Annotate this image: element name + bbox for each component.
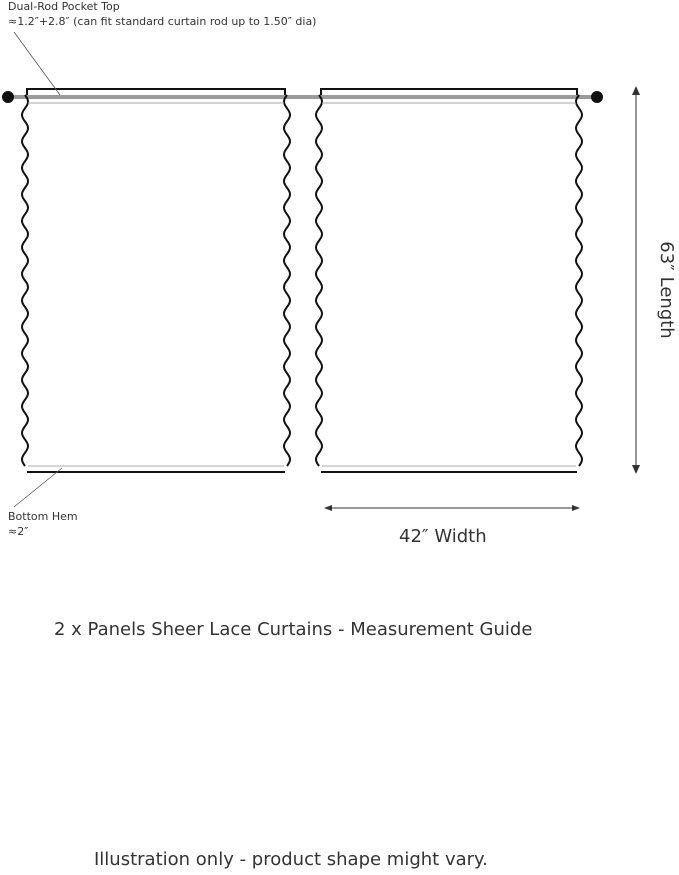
bottom-hem-detail: ≈2″ [8, 525, 29, 538]
hem-leader-line [14, 468, 62, 507]
width-label: 42″ Width [399, 526, 487, 547]
length-dimension-arrow [632, 86, 640, 474]
curtain-panel-right [316, 89, 582, 472]
length-label: 63″ Length [656, 241, 677, 339]
disclaimer-text: Illustration only - product shape might vary. [94, 849, 488, 870]
rod-pocket-detail: ≈1.2″+2.8″ (can fit standard curtain rod up to 1.50″ dia) [8, 15, 317, 28]
rod-end-right [591, 91, 603, 103]
bottom-hem-title: Bottom Hem [8, 510, 78, 523]
diagram-caption: 2 x Panels Sheer Lace Curtains - Measurement Guide [54, 619, 533, 640]
rod-pocket-title: Dual-Rod Pocket Top [8, 0, 120, 13]
curtain-panel-left [22, 89, 290, 472]
rod-end-left [2, 91, 14, 103]
top-leader-line [14, 32, 60, 95]
panel-right-outline [316, 89, 582, 472]
panel-left-outline [22, 89, 290, 472]
width-dimension-arrow [324, 505, 580, 511]
